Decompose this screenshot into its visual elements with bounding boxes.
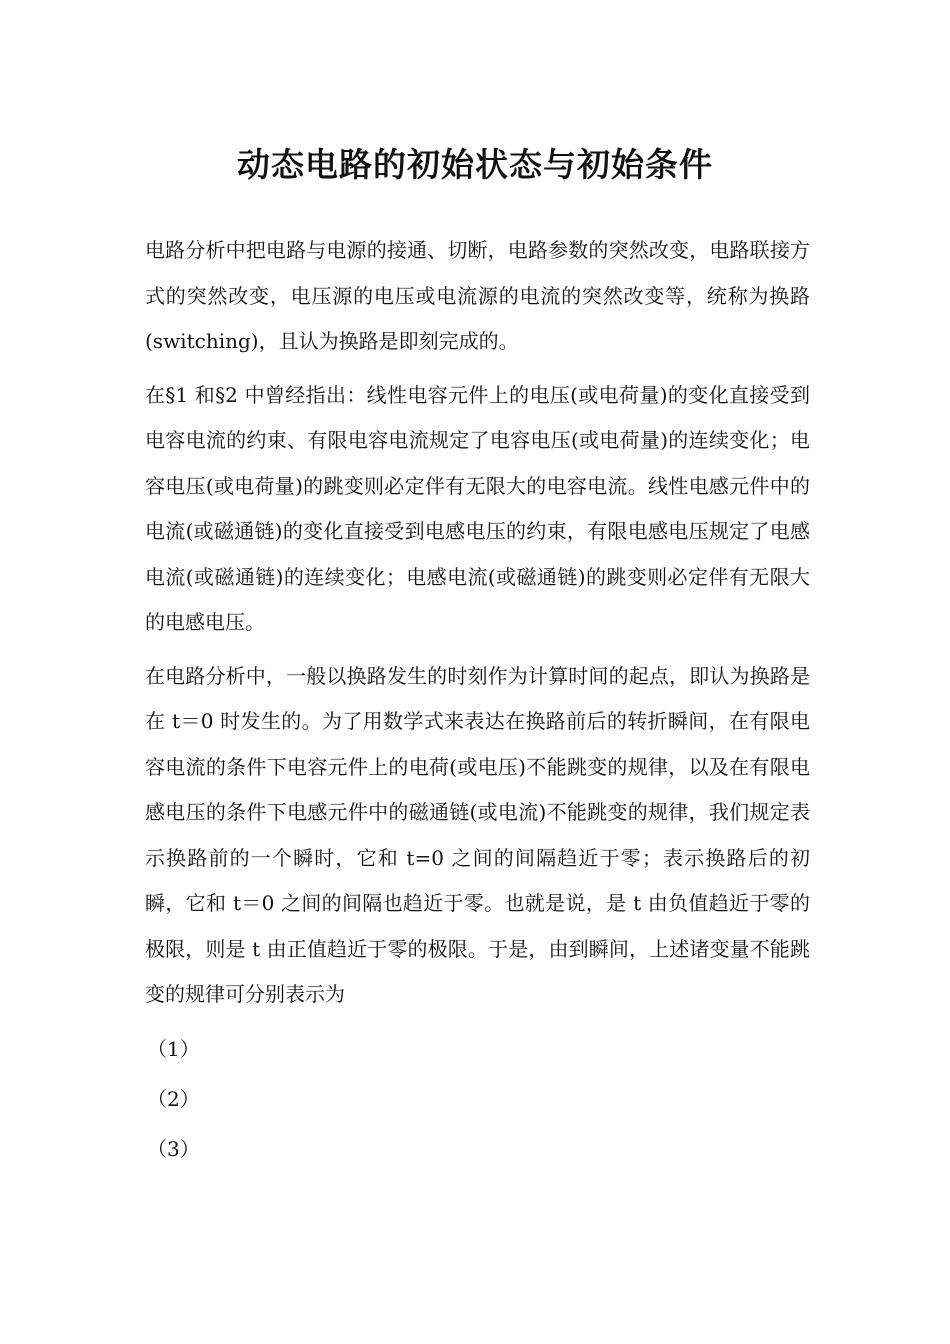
paragraph-initial-instant: 在电路分析中，一般以换路发生的时刻作为计算时间的起点，即认为换路是在 t＝0 时发生的。为了用数学式来表达在换路前后的转折瞬间，在有限电容电流的条件下电容元件上的电荷(或电压)不能跳变的规律，以及在有限电感电压的条件下电感元件中的磁通链(或电流)不能跳变的规律，我们规定表示换路前的一个瞬时，它和 t=0 之间的间隔趋近于零；表示换路后的初瞬，它和 t＝0 之间的间隔也趋近于零。也就是说，是 t 由负值趋近于零的极限，则是 t 由正值趋近于零的极限。于是，由到瞬间，上述诸变量不能跳变的规律可分别表示为 — [145, 663, 810, 1006]
paragraph-switching-definition: 电路分析中把电路与电源的接通、切断，电路参数的突然改变，电路联接方式的突然改变，电压源的电压或电流源的电流的突然改变等，统称为换路(switching)，且认为换路是即刻完成的。 — [145, 238, 810, 353]
equation-label-1: （1） — [147, 1036, 200, 1061]
paragraph-capacitor-inductor-constraints: 在§1 和§2 中曾经指出：线性电容元件上的电压(或电荷量)的变化直接受到电容电流的约束、有限电容电流规定了电容电压(或电荷量)的连续变化；电容电压(或电荷量)的跳变则必定伴有无限大的电容电流。线性电感元件中的电流(或磁通链)的变化直接受到电感电压的约束，有限电感电压规定了电感电流(或磁通链)的连续变化；电感电流(或磁通链)的跳变则必定伴有无限大的电感电压。 — [145, 382, 810, 634]
equation-label-3: （3） — [147, 1136, 200, 1161]
equation-label-2: （2） — [147, 1086, 200, 1111]
document-title: 动态电路的初始状态与初始条件 — [237, 145, 713, 185]
document-body — [145, 228, 810, 1176]
